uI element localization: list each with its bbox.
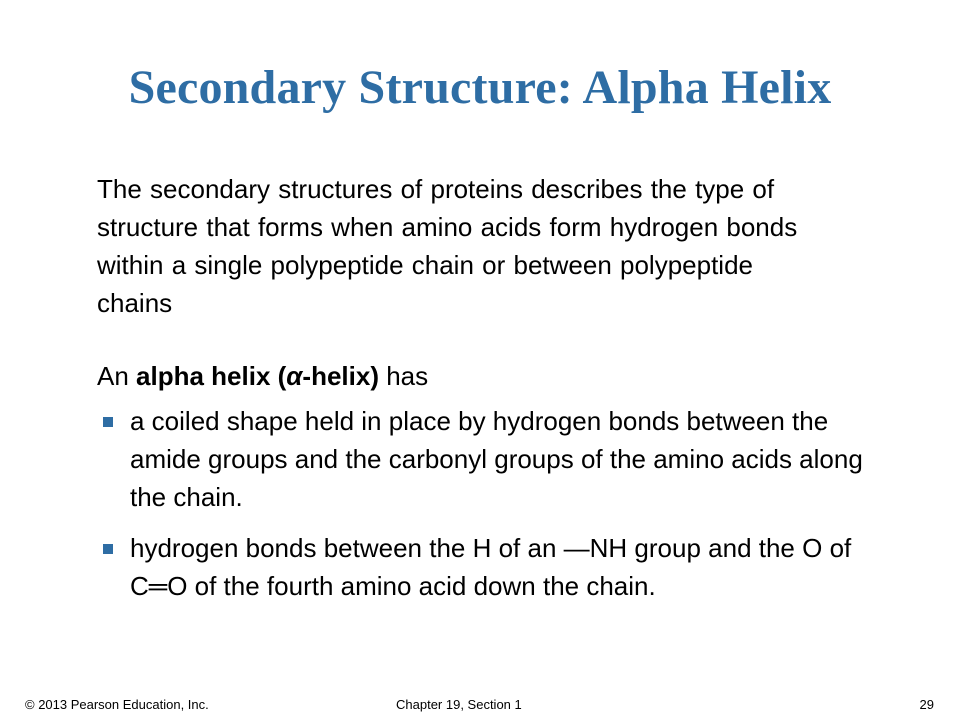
- bullet-text: a coiled shape held in place by hydrogen bonds between the amide groups and the carbonyl groups of the amino acids along the chain.: [130, 406, 863, 512]
- footer-chapter: Chapter 19, Section 1: [396, 697, 522, 712]
- square-bullet-icon: [103, 417, 113, 427]
- intro-paragraph: The secondary structures of proteins describes the type of structure that forms when amino acids form hydrogen bonds within a single polypeptide chain or between polypeptide chains: [97, 174, 798, 318]
- alpha-line-suffix: has: [379, 361, 429, 391]
- bullet-text: hydrogen bonds between the H of an —NH group and the O of C═O of the fourth amino acid down the chain.: [130, 533, 852, 601]
- bullet-item: [97, 529, 887, 605]
- alpha-line-term-end: -helix): [302, 361, 379, 391]
- footer-page-number: 29: [919, 697, 934, 712]
- square-bullet-icon: [103, 544, 113, 554]
- alpha-line-term: [136, 361, 379, 391]
- slide-title: Secondary Structure: Alpha Helix: [128, 61, 832, 114]
- bullet-list: [97, 402, 887, 618]
- alpha-line-term-start: alpha helix (: [136, 361, 287, 391]
- bullet-item: [97, 402, 887, 516]
- alpha-helix-definition-line: [97, 357, 857, 395]
- alpha-line-prefix: An: [97, 361, 137, 391]
- footer-copyright: © 2013 Pearson Education, Inc.: [25, 697, 209, 712]
- alpha-symbol: α: [286, 361, 303, 391]
